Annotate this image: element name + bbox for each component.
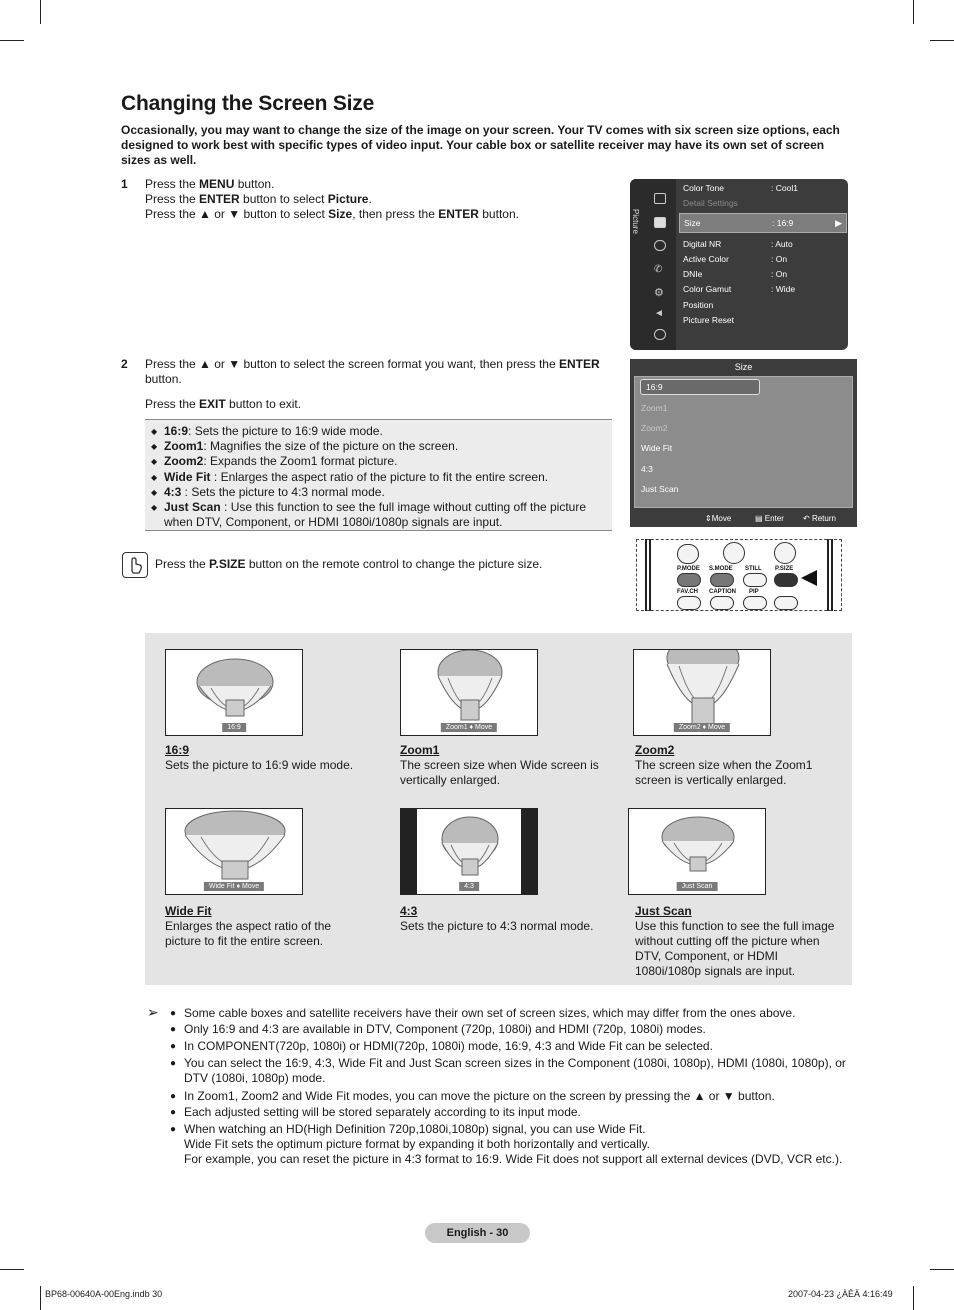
note-item: ● Only 16:9 and 4:3 are available in DTV, Component (720p, 1080i) and HDMI (720p, 1080i) modes. (170, 1022, 855, 1037)
option-item: ◆ 16:9: Sets the picture to 16:9 wide mode. (151, 424, 606, 439)
channel-up-button[interactable] (774, 596, 798, 610)
remote-label: PIP (749, 589, 759, 595)
crop-mark (913, 1286, 914, 1310)
updown-icon: ⇕ (705, 514, 712, 523)
mode-image-zoom1 (400, 649, 538, 736)
osd-enter-hint: ▤ Enter (755, 514, 784, 523)
crop-mark (40, 0, 41, 24)
mode-desc: Sets the picture to 4:3 normal mode. (400, 919, 594, 933)
note-item: ● In Zoom1, Zoom2 and Wide Fit modes, you can move the picture on the screen by pressing the ▲ or ▼ button. (170, 1089, 855, 1104)
size-option[interactable]: Zoom2 (641, 423, 668, 433)
osd-sidebar (630, 179, 676, 350)
remote-label: P.MODE (677, 566, 700, 572)
mode-image-wide-fit (165, 808, 303, 895)
round-button[interactable] (723, 542, 745, 564)
footer-file: BP68-00640A-00Eng.indb 30 (45, 1289, 163, 1299)
enter-icon: ▤ (755, 514, 765, 523)
osd-size-panel (634, 376, 853, 508)
osd-row[interactable]: Detail Settings (683, 198, 738, 208)
osd-return-hint: ↶ Return (803, 514, 836, 523)
page-number-badge: English - 30 (425, 1223, 530, 1243)
note-item: ● When watching an HD(High Definition 720p,1080i,1080p) signal, you can use Wide Fit. Wide Fit sets the optimum picture format by expanding it both horizontally and vertically. For example, you can reset the picture in 4:3 format to 16:9. Wide Fit does not support all external devices (DVD, VCR etc.). (170, 1122, 855, 1167)
note-item: ● You can select the 16:9, 4:3, Wide Fit and Just Scan screen sizes in the Component (1080i, 1080p), HDMI (1080i, 1080p), or DTV (1080i, 1080p) mode. (170, 1056, 855, 1086)
step-1-text: Press the MENU button. Press the ENTER button to select Picture. Press the ▲ or ▼ button to select Size, then press the ENTER button. (145, 177, 519, 221)
mode-caption: 16:9 (222, 723, 246, 732)
step-2-number: 2 (121, 357, 128, 371)
p-mode-button[interactable] (677, 573, 701, 587)
note-item: ● Each adjusted setting will be stored separately according to its input mode. (170, 1105, 855, 1120)
mode-title: Zoom1 (400, 743, 440, 757)
caption-button[interactable] (710, 596, 734, 610)
step-2-text: Press the ▲ or ▼ button to select the screen format you want, then press the ENTER button. Press the EXIT button to exit. (145, 357, 600, 411)
remote-label: P.SIZE (775, 566, 794, 572)
arrow-right-icon: ▶ (835, 218, 842, 228)
mode-caption: Wide Fit ♦ Move (204, 882, 264, 891)
sound-icon (654, 240, 666, 251)
option-item: ◆ 4:3 : Sets the picture to 4:3 normal mode. (151, 485, 606, 500)
support-icon (654, 329, 666, 340)
crop-mark (40, 1286, 41, 1310)
option-item: ◆ Just Scan : Use this function to see the full image without cutting off the picture when DTV, Component, or HDMI 1080i/1080p signals are input. (151, 500, 606, 530)
gear-icon: ⚙ (654, 287, 664, 299)
mode-caption: Just Scan (677, 882, 718, 891)
crop-mark (930, 1269, 954, 1270)
option-item: ◆ Zoom1: Magnifies the size of the picture on the screen. (151, 439, 606, 454)
step-1-number: 1 (121, 177, 128, 191)
osd-row[interactable]: Color Tone : Cool1 (683, 183, 798, 193)
mode-caption: Zoom2 ♦ Move (674, 723, 730, 732)
size-option[interactable]: 4:3 (641, 464, 653, 474)
osd-size-menu (630, 359, 857, 527)
options-box (145, 419, 612, 531)
crop-mark (0, 40, 24, 41)
p-size-button[interactable] (774, 573, 798, 587)
mode-title: Wide Fit (165, 904, 212, 918)
size-option-selected[interactable]: 16:9 (640, 379, 760, 395)
osd-move-hint: ⇕Move (705, 514, 732, 523)
osd-row[interactable]: DNIe : On (683, 269, 788, 279)
return-icon: ↶ (803, 514, 812, 523)
s-mode-button[interactable] (710, 573, 734, 587)
mode-desc: Use this function to see the full image without cutting off the picture when DTV, Component, or HDMI 1080i/1080p signals are input. (635, 919, 835, 978)
mode-title: Zoom2 (635, 743, 675, 757)
remote-label: S.MODE (709, 566, 733, 572)
osd-row[interactable]: Picture Reset (683, 315, 735, 325)
note-arrow-icon: ➢ (147, 1004, 159, 1020)
return-button[interactable] (677, 544, 699, 564)
mode-image-16-9 (165, 649, 303, 736)
osd-row[interactable]: Digital NR : Auto (683, 239, 793, 249)
mode-desc: The screen size when Wide screen is vertically enlarged. (400, 758, 599, 787)
remote-edge (827, 539, 833, 611)
mode-title: 4:3 (400, 904, 418, 918)
note-item: ● In COMPONENT(720p, 1080i) or HDMI(720p, 1080i) mode, 16:9, 4:3 and Wide Fit can be selected. (170, 1039, 855, 1054)
option-item: ◆ Zoom2: Expands the Zoom1 format picture. (151, 454, 606, 469)
mode-image-zoom2 (633, 649, 771, 736)
osd-side-label: Picture (631, 209, 640, 234)
round-button[interactable] (774, 542, 796, 564)
mode-caption: 4:3 (459, 882, 479, 891)
pointer-arrow-icon (801, 570, 817, 586)
size-option[interactable]: Just Scan (641, 484, 679, 494)
remote-label: STILL (745, 566, 762, 572)
mode-image-just-scan (628, 808, 766, 895)
remote-edge (645, 539, 651, 611)
tip-text: Press the P.SIZE button on the remote control to change the picture size. (155, 557, 543, 571)
still-button[interactable] (743, 573, 767, 587)
picture-icon (654, 193, 666, 204)
size-option[interactable]: Zoom1 (641, 403, 668, 413)
hand-note-icon (122, 552, 148, 578)
page-title: Changing the Screen Size (121, 92, 375, 115)
note-item: ● Some cable boxes and satellite receivers have their own set of screen sizes, which may differ from the ones above. (170, 1006, 855, 1021)
mode-desc: Sets the picture to 16:9 wide mode. (165, 758, 354, 772)
osd-picture-menu (630, 179, 848, 350)
remote-label: CAPTION (709, 589, 736, 595)
fav-ch-button[interactable] (677, 596, 701, 610)
mode-image-4-3 (400, 808, 538, 895)
intro-text: Occasionally, you may want to change the size of the image on your screen. Your TV comes with six screen size options, each designed to work best with specific types of video input. Your cable box or satellite receiver may have its own set of screen sizes as well. (121, 123, 840, 167)
mode-caption: Zoom1 ♦ Move (441, 723, 497, 732)
mode-title: Just Scan (635, 904, 692, 918)
channel-icon: ✆ (654, 264, 663, 275)
osd-row-selected[interactable]: Size : 16:9 ▶ (679, 213, 847, 233)
osd-row[interactable]: Active Color : On (683, 254, 788, 264)
mode-desc: The screen size when the Zoom1 screen is vertically enlarged. (635, 758, 813, 787)
remote-control-illustration (636, 539, 842, 611)
mode-title: 16:9 (165, 743, 190, 757)
option-item: ◆ Wide Fit : Enlarges the aspect ratio of the picture to fit the entire screen. (151, 470, 606, 485)
pip-button[interactable] (743, 596, 767, 610)
osd-size-title: Size (734, 362, 753, 372)
size-option[interactable]: Wide Fit (641, 443, 673, 453)
footer-date: 2007-04-23 ¿ÀÈÄ 4:16:49 (788, 1289, 893, 1299)
picture-selected-icon (654, 217, 666, 228)
crop-mark (0, 1269, 24, 1270)
osd-row[interactable]: Position (683, 300, 714, 310)
osd-row[interactable]: Color Gamut : Wide (683, 284, 796, 294)
mode-desc: Enlarges the aspect ratio of the picture to fit the entire screen. (165, 919, 332, 948)
input-icon: ◄ (654, 308, 664, 319)
remote-label: FAV.CH (677, 589, 699, 595)
crop-mark (913, 0, 914, 24)
crop-mark (930, 40, 954, 41)
